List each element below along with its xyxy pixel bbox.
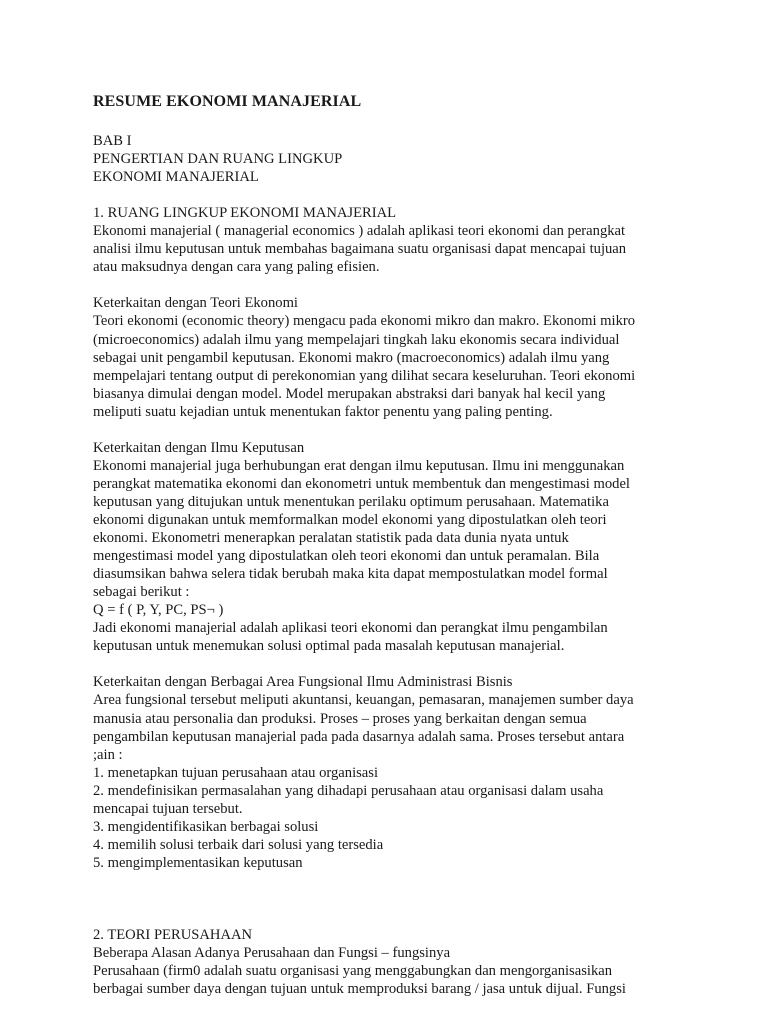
subsection-admin-heading: Keterkaitan dengan Berbagai Area Fungsional Ilmu Administrasi Bisnis — [93, 674, 513, 691]
paragraph-line: manusia atau personalia dan produksi. Proses – proses yang berkaitan dengan semua — [93, 710, 587, 727]
paragraph-line: biasanya dimulai dengan model. Model merupakan abstraksi dari banyak hal kecil yang — [93, 385, 606, 402]
spacer — [93, 186, 708, 204]
spacer — [93, 655, 708, 673]
spacer — [93, 908, 708, 926]
paragraph-line: Area fungsional tersebut meliputi akuntansi, keuangan, pemasaran, manajemen sumber daya — [93, 692, 634, 709]
document-title: RESUME EKONOMI MANAJERIAL — [93, 93, 362, 110]
spacer — [93, 421, 708, 439]
paragraph-line: berbagai sumber daya dengan tujuan untuk memproduksi barang / jasa untuk dijual. Fungsi — [93, 981, 626, 998]
section-1-heading: 1. RUANG LINGKUP EKONOMI MANAJERIAL — [93, 205, 397, 222]
section-2-subheading: Beberapa Alasan Adanya Perusahaan dan Fungsi – fungsinya — [93, 945, 451, 962]
formula: Q = f ( P, Y, PC, PS¬ ) — [93, 602, 224, 619]
paragraph-line: Jadi ekonomi manajerial adalah aplikasi teori ekonomi dan perangkat ilmu pengambilan — [93, 620, 608, 637]
paragraph-line: atau maksudnya dengan cara yang paling efisien. — [93, 259, 380, 276]
section-2-heading: 2. TEORI PERUSAHAAN — [93, 927, 253, 944]
list-item: 3. mengidentifikasikan berbagai solusi — [93, 818, 319, 835]
paragraph-line: ekonomi digunakan untuk memformalkan model ekonomi yang dipostulatkan oleh teori — [93, 511, 607, 528]
paragraph-line: Ekonomi manajerial juga berhubungan erat dengan ilmu keputusan. Ilmu ini menggunakan — [93, 457, 625, 474]
paragraph-line: mengestimasi model yang dipostulatkan oleh teori ekonomi dan untuk peramalan. Bila — [93, 548, 600, 565]
paragraph-line: Teori ekonomi (economic theory) mengacu pada ekonomi mikro dan makro. Ekonomi mikro — [93, 313, 636, 330]
spacer — [93, 276, 708, 294]
paragraph-line: ekonomi. Ekonometri menerapkan peralatan statistik pada data dunia nyata untuk — [93, 530, 569, 547]
subsection-theory-heading: Keterkaitan dengan Teori Ekonomi — [93, 295, 298, 312]
list-item: 2. mendefinisikan permasalahan yang dihadapi perusahaan atau organisasi dalam usaha — [93, 782, 604, 799]
chapter-heading-line: EKONOMI MANAJERIAL — [93, 169, 259, 186]
paragraph-line: mempelajari tentang output di perekonomian yang dilihat secara keseluruhan. Teori ekonomi — [93, 367, 636, 384]
paragraph-line: Ekonomi manajerial ( managerial economics ) adalah aplikasi teori ekonomi dan perangkat — [93, 223, 626, 240]
list-item: 5. mengimplementasikan keputusan — [93, 854, 303, 871]
paragraph-line: sebagai unit pengambil keputusan. Ekonomi makro (macroeconomics) adalah ilmu yang — [93, 349, 610, 366]
list-item: mencapai tujuan tersebut. — [93, 800, 243, 817]
chapter-label: BAB I — [93, 133, 132, 149]
list-item: 4. memilih solusi terbaik dari solusi yang tersedia — [93, 836, 384, 853]
subsection-decision-heading: Keterkaitan dengan Ilmu Keputusan — [93, 439, 305, 456]
paragraph-line: Perusahaan (firm0 adalah suatu organisasi yang menggabungkan dan mengorganisasikan — [93, 963, 613, 980]
list-item: 1. menetapkan tujuan perusahaan atau organisasi — [93, 764, 379, 781]
paragraph-line: perangkat matematika ekonomi dan ekonometri untuk membentuk dan mengestimasi model — [93, 475, 630, 492]
paragraph-line: sebagai berikut : — [93, 584, 190, 601]
paragraph-line: analisi ilmu keputusan untuk membahas bagaimana suatu organisasi dapat mencapai tujuan — [93, 241, 627, 258]
paragraph-line: (microeconomics) adalah ilmu yang mempelajari tingkah laku ekonomis secara individual — [93, 331, 620, 348]
paragraph-line: meliputi suatu kejadian untuk menentukan faktor penentu yang paling penting. — [93, 403, 553, 420]
chapter-heading-line: PENGERTIAN DAN RUANG LINGKUP — [93, 151, 343, 168]
paragraph-line: diasumsikan bahwa selera tidak berubah maka kita dapat mempostulatkan model formal — [93, 566, 608, 583]
paragraph-line: ;ain : — [93, 746, 123, 763]
spacer — [93, 872, 708, 908]
paragraph-line: keputusan untuk menemukan solusi optimal pada masalah keputusan manajerial. — [93, 638, 565, 655]
paragraph-line: keputusan yang ditujukan untuk menentukan perilaku optimum perusahaan. Matematika — [93, 493, 609, 510]
paragraph-line: pengambilan keputusan manajerial pada pada dasarnya adalah sama. Proses tersebut antara — [93, 728, 625, 745]
